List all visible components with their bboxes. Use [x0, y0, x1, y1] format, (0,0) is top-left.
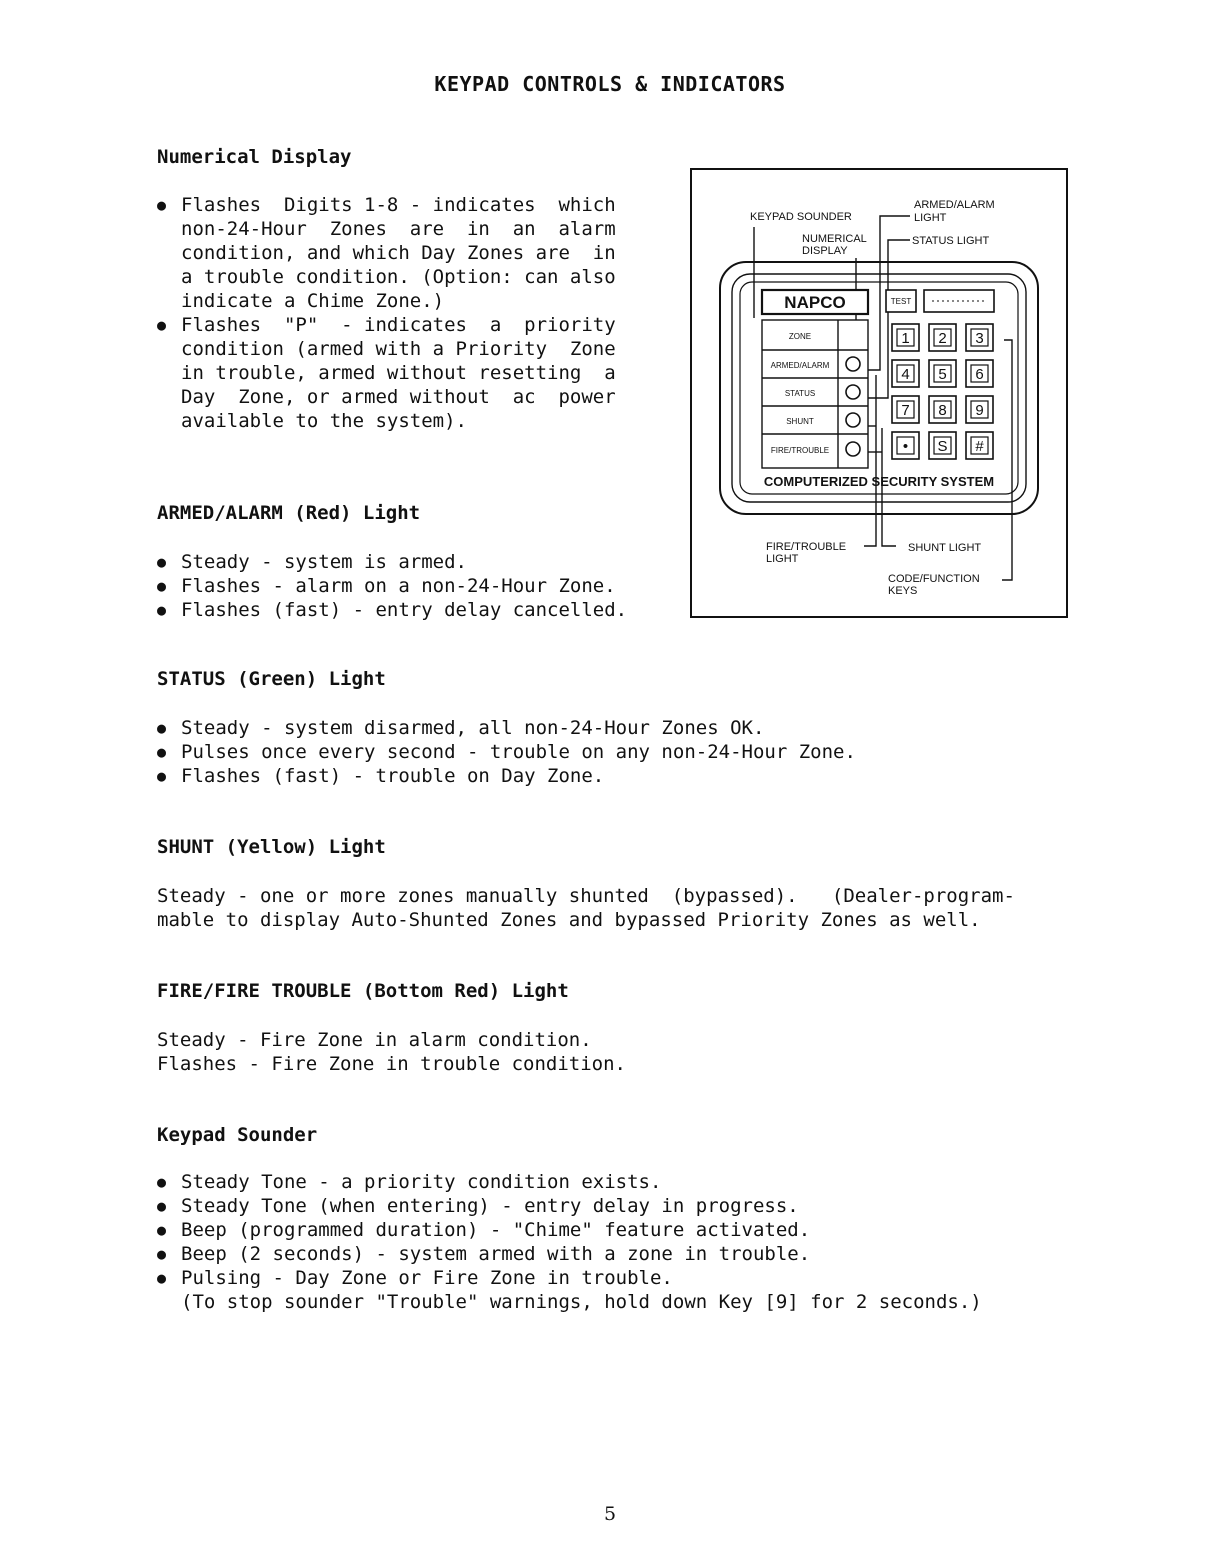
label-armed-alarm: ARMED/ALARM — [914, 199, 995, 211]
key-label: 1 — [901, 330, 910, 347]
key-label: • — [902, 438, 909, 455]
status-heading: STATUS (Green) Light — [157, 668, 386, 690]
label-fire-trouble-light: LIGHT — [766, 553, 799, 565]
list-item: ● Beep (programmed duration) - "Chime" feature activated. — [157, 1218, 982, 1242]
list-item — [157, 313, 616, 433]
key-label: 4 — [901, 366, 910, 383]
list-item: ● Flashes - alarm on a non-24-Hour Zone. — [157, 574, 627, 598]
text-line: indicate a Chime Zone.) — [181, 290, 445, 312]
text-line: in trouble, armed without resetting a — [181, 362, 616, 384]
napco-logo: NAPCO — [784, 293, 846, 312]
list-item: ● Flashes (fast) - trouble on Day Zone. — [157, 764, 856, 788]
key-label: # — [975, 438, 984, 455]
status-light-icon — [846, 385, 860, 399]
system-footer: COMPUTERIZED SECURITY SYSTEM — [763, 474, 995, 489]
key-label: 2 — [938, 330, 947, 347]
text-line: available to the system). — [181, 410, 467, 432]
label-numerical: NUMERICAL — [802, 233, 867, 245]
fire-heading: FIRE/FIRE TROUBLE (Bottom Red) Light — [157, 980, 569, 1002]
list-item: ● Flashes (fast) - entry delay cancelled. — [157, 598, 627, 622]
armed-alarm-heading: ARMED/ALARM (Red) Light — [157, 502, 421, 524]
page-number: 5 — [603, 1503, 617, 1525]
status-list — [157, 716, 856, 788]
text-line: Day Zone, or armed without ac power — [181, 386, 616, 408]
text-line: condition (armed with a Priority Zone — [181, 338, 616, 360]
shunt-body — [157, 884, 1015, 932]
list-item: ● Pulsing - Day Zone or Fire Zone in trouble. — [157, 1266, 982, 1290]
key-label: 8 — [938, 402, 947, 419]
label-keypad-sounder: KEYPAD SOUNDER — [750, 211, 852, 223]
key-label: 7 — [901, 402, 910, 419]
label-shunt-light: SHUNT LIGHT — [908, 542, 982, 554]
indicator-armed-label: ARMED/ALARM — [770, 361, 830, 370]
keypad-diagram — [690, 168, 1068, 618]
indicator-shunt-label: SHUNT — [786, 417, 814, 426]
text-line: ● Flashes "P" - indicates a priority — [181, 314, 616, 336]
text-line: ● Flashes Digits 1-8 - indicates which — [181, 194, 616, 216]
text-line: Steady - one or more zones manually shunted (bypassed). (Dealer-program- — [157, 885, 1015, 907]
list-item: ● Steady - system is armed. — [157, 550, 627, 574]
shunt-light-icon — [846, 413, 860, 427]
keypad-illustration — [692, 170, 1068, 618]
fire-trouble-light-icon — [846, 442, 860, 456]
sounder-heading: Keypad Sounder — [157, 1124, 318, 1146]
indicator-zone-label: ZONE — [788, 332, 812, 341]
label-status-light: STATUS LIGHT — [912, 235, 990, 247]
label-display: DISPLAY — [802, 245, 848, 257]
list-item: ● Beep (2 seconds) - system armed with a zone in trouble. — [157, 1242, 982, 1266]
page-title: KEYPAD CONTROLS & INDICATORS — [434, 72, 786, 96]
text-line: condition, and which Day Zones are in — [181, 242, 616, 264]
armed-alarm-light-icon — [846, 357, 860, 371]
numerical-display-body — [157, 193, 616, 433]
key-label: 5 — [938, 366, 947, 383]
fire-body — [157, 1028, 626, 1076]
test-key: TEST — [890, 297, 912, 306]
text-line: non-24-Hour Zones are in an alarm — [181, 218, 616, 240]
label-code-function: CODE/FUNCTION — [888, 573, 980, 585]
armed-alarm-list — [157, 550, 627, 622]
text-line: Flashes - Fire Zone in trouble condition. — [157, 1053, 626, 1075]
list-item: ● Steady Tone - a priority condition exists. — [157, 1170, 982, 1194]
code-function-keys — [892, 324, 993, 459]
sounder-note: (To stop sounder "Trouble" warnings, hold down Key [9] for 2 seconds.) — [181, 1291, 982, 1313]
label-fire-trouble: FIRE/TROUBLE — [766, 541, 847, 553]
key-label: S — [937, 438, 948, 455]
key-label: 3 — [975, 330, 984, 347]
list-item: ● Steady Tone (when entering) - entry delay in progress. — [157, 1194, 982, 1218]
list-item: ● Pulses once every second - trouble on any non-24-Hour Zone. — [157, 740, 856, 764]
label-keys: KEYS — [888, 585, 918, 597]
indicator-status-label: STATUS — [784, 389, 816, 398]
text-line: mable to display Auto-Shunted Zones and bypassed Priority Zones as well. — [157, 909, 981, 931]
indicator-fire-label: FIRE/TROUBLE — [770, 446, 830, 455]
shunt-heading: SHUNT (Yellow) Light — [157, 836, 386, 858]
key-label: 6 — [975, 366, 984, 383]
list-item — [157, 193, 616, 313]
list-item: ● Steady - system disarmed, all non-24-Hour Zones OK. — [157, 716, 856, 740]
sounder-list — [157, 1170, 982, 1314]
label-armed-alarm-light: LIGHT — [914, 212, 947, 224]
key-label: 9 — [975, 402, 984, 419]
numerical-display-heading: Numerical Display — [157, 146, 352, 168]
text-line: Steady - Fire Zone in alarm condition. — [157, 1029, 592, 1051]
text-line: a trouble condition. (Option: can also — [181, 266, 616, 288]
